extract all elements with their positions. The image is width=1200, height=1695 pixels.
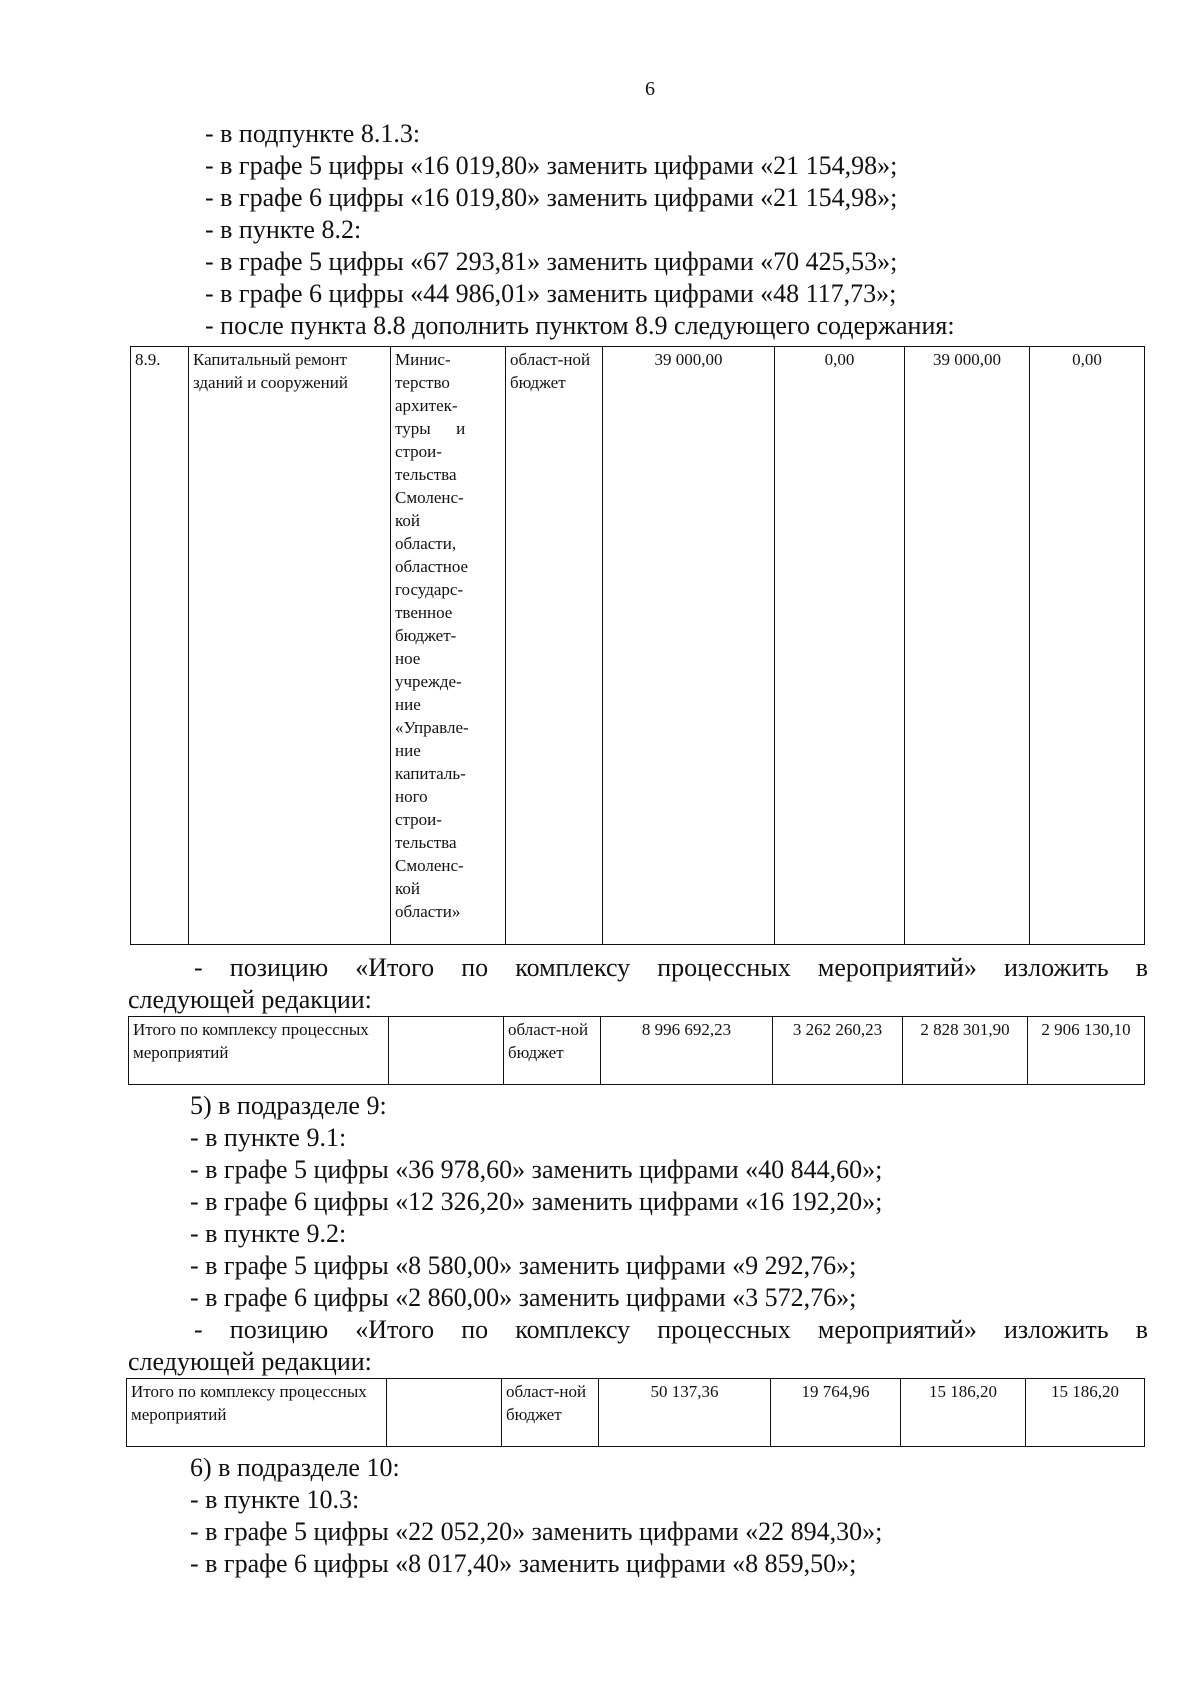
item-number: 8.9. <box>131 347 189 945</box>
value-total: 50 137,36 <box>599 1379 771 1447</box>
value-year-2: 39 000,00 <box>905 347 1030 945</box>
text-line: - в графе 6 цифры «8 017,40» заменить цифрами «8 859,50»; <box>190 1549 857 1578</box>
value-year-3: 15 186,20 <box>1026 1379 1145 1447</box>
value-year-1: 3 262 260,23 <box>773 1017 903 1085</box>
value-year-3: 2 906 130,10 <box>1028 1017 1145 1085</box>
empty-cell <box>387 1379 502 1447</box>
page-number: 6 <box>645 78 655 100</box>
item-name: Капитальный ремонт зданий и сооружений <box>189 347 391 945</box>
table-total-9 <box>126 1378 1145 1447</box>
paragraph: - позицию «Итого по комплексу процессных мероприятий» изложить в следующей редакции: <box>128 953 1148 1014</box>
value-year-1: 19 764,96 <box>771 1379 901 1447</box>
text-line: - в пункте 8.2: <box>205 215 362 244</box>
funding-source: област-ной бюджет <box>502 1379 599 1447</box>
text-line: - в подпункте 8.1.3: <box>205 119 421 148</box>
table-item-8-9 <box>130 346 1145 945</box>
text-line: - в графе 6 цифры «16 019,80» заменить цифрами «21 154,98»; <box>205 183 898 212</box>
empty-cell <box>389 1017 504 1085</box>
funding-source: област-ной бюджет <box>506 347 603 945</box>
value-total: 8 996 692,23 <box>601 1017 773 1085</box>
table-row <box>127 1379 1145 1447</box>
text-line: - в графе 5 цифры «36 978,60» заменить цифрами «40 844,60»; <box>190 1155 883 1184</box>
text-line: - в пункте 10.3: <box>190 1485 360 1514</box>
text-line: - после пункта 8.8 дополнить пунктом 8.9 следующего содержания: <box>205 311 955 340</box>
text-line: 5) в подразделе 9: <box>190 1091 387 1120</box>
table-row <box>131 347 1145 945</box>
value-year-2: 15 186,20 <box>901 1379 1026 1447</box>
value-total: 39 000,00 <box>603 347 775 945</box>
funding-source: област-ной бюджет <box>504 1017 601 1085</box>
value-year-1: 0,00 <box>775 347 905 945</box>
table-total-8 <box>128 1016 1145 1085</box>
total-label: Итого по комплексу процессных мероприятий <box>127 1379 387 1447</box>
text-line: - в графе 6 цифры «44 986,01» заменить цифрами «48 117,73»; <box>205 279 897 308</box>
text-line: - в пункте 9.1: <box>190 1123 347 1152</box>
value-year-2: 2 828 301,90 <box>903 1017 1028 1085</box>
executor-cell: Минис- терство архитек- туры и строи- тельства Смоленс- кой области, областное государс- твенное бюджет- ное учрежде- ние «Управле- ние капиталь- ного строи- тельства Смоленс- кой области» <box>391 347 506 945</box>
total-label: Итого по комплексу процессных мероприятий <box>129 1017 389 1085</box>
text-line: 6) в подразделе 10: <box>190 1453 400 1482</box>
text-line: - в пункте 9.2: <box>190 1219 347 1248</box>
text-line: - в графе 6 цифры «12 326,20» заменить цифрами «16 192,20»; <box>190 1187 883 1216</box>
text-line: - в графе 6 цифры «2 860,00» заменить цифрами «3 572,76»; <box>190 1283 857 1312</box>
text-line: - в графе 5 цифры «22 052,20» заменить цифрами «22 894,30»; <box>190 1517 883 1546</box>
text-line: - в графе 5 цифры «8 580,00» заменить цифрами «9 292,76»; <box>190 1251 857 1280</box>
value-year-3: 0,00 <box>1030 347 1145 945</box>
paragraph: - позицию «Итого по комплексу процессных мероприятий» изложить в следующей редакции: <box>128 1315 1148 1376</box>
text-line: - в графе 5 цифры «67 293,81» заменить цифрами «70 425,53»; <box>205 247 898 276</box>
table-row <box>129 1017 1145 1085</box>
text-line: - в графе 5 цифры «16 019,80» заменить цифрами «21 154,98»; <box>205 151 898 180</box>
